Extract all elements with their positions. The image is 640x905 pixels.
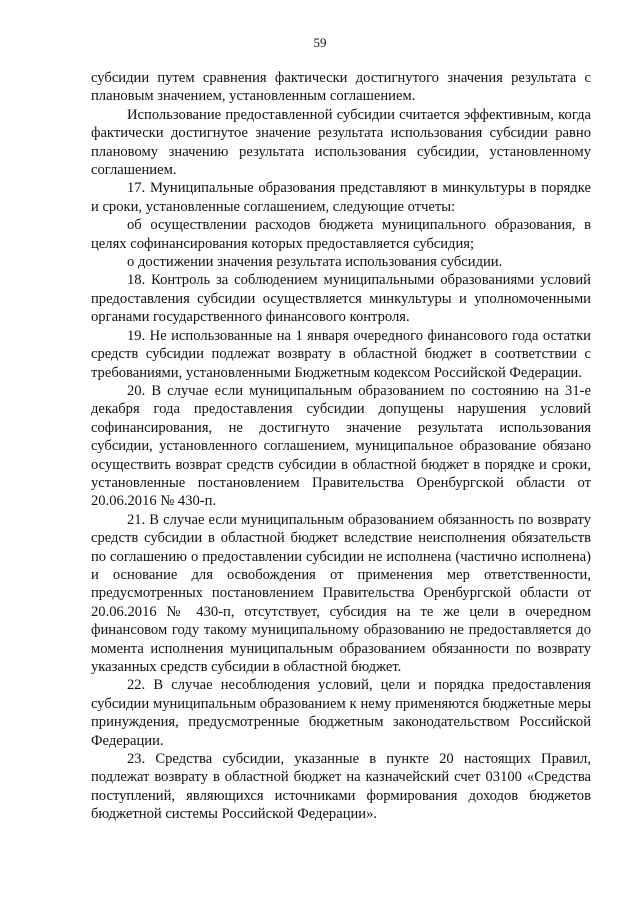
- paragraph-continuation: субсидии путем сравнения фактически достигнутого значения результата с плановым значением, установленным соглашением.: [91, 70, 591, 105]
- paragraph-17-report-result: о достижении значения результата использования субсидии.: [127, 254, 503, 271]
- paragraph-17-report-expenses: об осуществлении расходов бюджета муниципального образования, в целях софинансирования которых предоставляется субсидия;: [91, 217, 591, 252]
- paragraph-21: 21. В случае если муниципальным образованием обязанность по возврату средств субсидии в областной бюджет вследствие неисполнения обязательств по соглашению о предоставлении субсидии не исполнена (частично исполнена) и основание для освобождения от применения мер ответственности, предусмотренных постановлением Правительства Оренбургской области от 20.06.2016 № 430-п, отсутствует, субсидия на те же цели в очередном финансовом году такому муниципальному образованию не предоставляется до момента исполнения муниципальным образованием обязанности по возврату указанных средств субсидии в областной бюджет.: [91, 511, 591, 675]
- document-body: [91, 69, 591, 824]
- paragraph-17: 17. Муниципальные образования представляют в минкультуры в порядке и сроки, установленные соглашением, следующие отчеты:: [91, 180, 591, 215]
- paragraph-18: 18. Контроль за соблюдением муниципальными образованиями условий предоставления субсидии осуществляется минкультуры и уполномоченными органами государственного финансового контроля.: [91, 272, 591, 326]
- paragraph-efficiency: Использование предоставленной субсидии считается эффективным, когда фактически достигнутое значение результата использования субсидии равно плановому значению результата использования субсидии, установленному соглашением.: [91, 106, 591, 179]
- paragraph-19: 19. Не использованные на 1 января очередного финансового года остатки средств субсидии подлежат возврату в областной бюджет в соответствии с требованиями, установленными Бюджетным кодексом Российской Федерации.: [91, 327, 591, 381]
- paragraph-22: 22. В случае несоблюдения условий, цели и порядка предоставления субсидии муниципальным образованием к нему применяются бюджетные меры принуждения, предусмотренные бюджетным законодательством Российской Федерации.: [91, 677, 591, 749]
- paragraph-20: 20. В случае если муниципальным образованием по состоянию на 31-е декабря года предоставления субсидии допущены нарушения условий софинансирования, не достигнуто значение результата использования субсидии, установленного соглашением, муниципальное образование обязано осуществить возврат средств субсидии в областной бюджет в порядке и сроки, установленные постановлением Правительства Оренбургской области от 20.06.2016 № 430-п.: [91, 382, 591, 510]
- page-number: 59: [313, 35, 327, 50]
- paragraph-23: 23. Средства субсидии, указанные в пункте 20 настоящих Правил, подлежат возврату в областной бюджет на казначейский счет 03100 «Средства поступлений, являющихся источниками формирования доходов бюджетов бюджетной системы Российской Федерации».: [91, 751, 591, 823]
